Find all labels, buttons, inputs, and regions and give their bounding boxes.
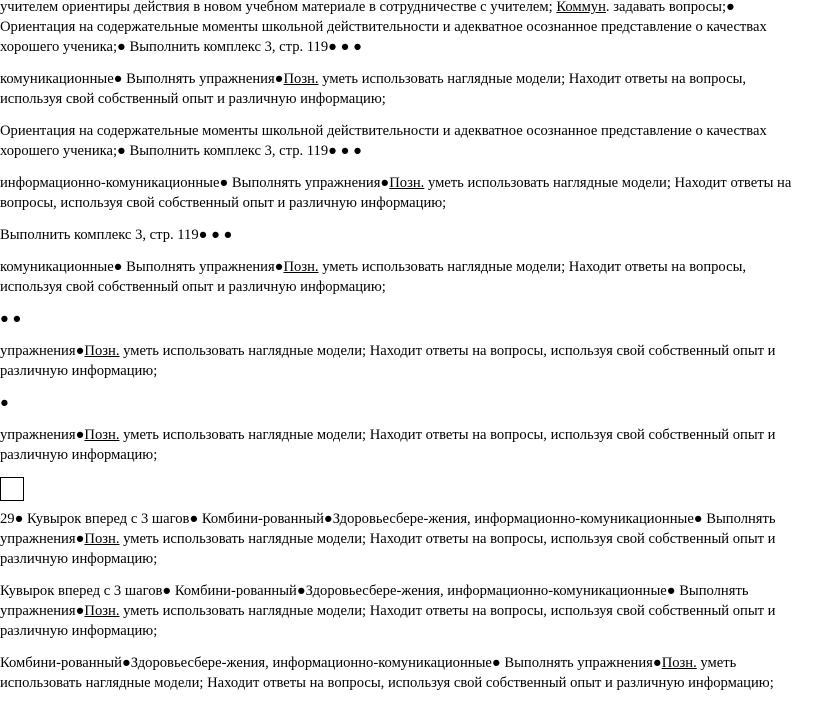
paragraph-text: 29● Кувырок вперед с 3 шагов● Комбини-рованный●Здоровьесбере-жения, информационно-комуникационные● Выполнять упражнения● [0,511,776,547]
paragraph [0,0,808,57]
paragraph-text: ● [0,395,9,411]
paragraph-text: информационно-комуникационные● Выполнять упражнения● [0,175,390,191]
paragraph-text: Ориентация на содержательные моменты школьной действительности и адекватное осознанное представление о качествах хорошего ученика;● Выполнить комплекс 3, стр. 119● ● ● [0,123,767,159]
underlined-text: Позн. [661,655,697,671]
paragraph-text: комуникационные● Выполнять упражнения● [0,259,284,275]
paragraph [0,509,808,569]
underlined-text: Позн. [84,343,120,359]
paragraph-text: Кувырок вперед с 3 шагов● Комбини-рованный●Здоровьесбере-жения, информационно-комуникационные● Выполнять упражнения● [0,583,749,619]
paragraph-text: уметь использовать наглядные модели; Находит ответы на вопросы, используя свой собственный опыт и различную информацию; [0,259,747,295]
paragraph [0,653,808,693]
paragraph-text: ● ● [0,311,22,327]
paragraph-text: уметь использовать наглядные модели; Находит ответы на вопросы, используя свой собственный опыт и различную информацию; [0,655,774,691]
paragraph [0,581,808,641]
paragraph-text: уметь использовать наглядные модели; Находит ответы на вопросы, используя свой собственный опыт и различную информацию; [0,175,792,211]
underlined-text: Позн. [84,531,120,547]
paragraph [0,341,808,381]
underlined-text: Позн. [283,259,319,275]
empty-table-cell [0,477,24,501]
paragraph-text: уметь использовать наглядные модели; Находит ответы на вопросы, используя свой собственный опыт и различную информацию; [0,603,776,639]
paragraph-text: уметь использовать наглядные модели; Находит ответы на вопросы, используя свой собственный опыт и различную информацию; [0,427,776,463]
paragraph [0,393,808,413]
paragraph [0,309,808,329]
paragraph-text: учителем ориентиры действия в новом учебном материале в сотрудничестве с учителем; [0,0,557,15]
paragraph-text: уметь использовать наглядные модели; Находит ответы на вопросы, используя свой собственный опыт и различную информацию; [0,343,776,379]
paragraph-text: упражнения● [0,427,85,443]
paragraph-text: уметь использовать наглядные модели; Находит ответы на вопросы, используя свой собственный опыт и различную информацию; [0,531,776,567]
paragraph-text: уметь использовать наглядные модели; Находит ответы на вопросы, используя свой собственный опыт и различную информацию; [0,71,747,107]
paragraph [0,225,808,245]
paragraph [0,257,808,297]
paragraph-text: комуникационные● Выполнять упражнения● [0,71,284,87]
paragraph [0,69,808,109]
paragraph-text: . задавать вопросы;● Ориентация на содержательные моменты школьной действительности и адекватное осознанное представление о качествах хорошего ученика;● Выполнить комплекс 3, стр. 119● ● ● [0,0,767,55]
underlined-text: Коммун [556,0,606,15]
paragraph-text: Выполнить комплекс 3, стр. 119● ● ● [0,227,233,243]
paragraph [0,173,808,213]
paragraph [0,121,808,161]
paragraph-text: Комбини-рованный●Здоровьесбере-жения, информационно-комуникационные● Выполнять упражнения● [0,655,662,671]
paragraph [0,425,808,465]
underlined-text: Позн. [389,175,425,191]
underlined-text: Позн. [84,603,120,619]
paragraph-text: упражнения● [0,343,85,359]
underlined-text: Позн. [283,71,319,87]
underlined-text: Позн. [84,427,120,443]
